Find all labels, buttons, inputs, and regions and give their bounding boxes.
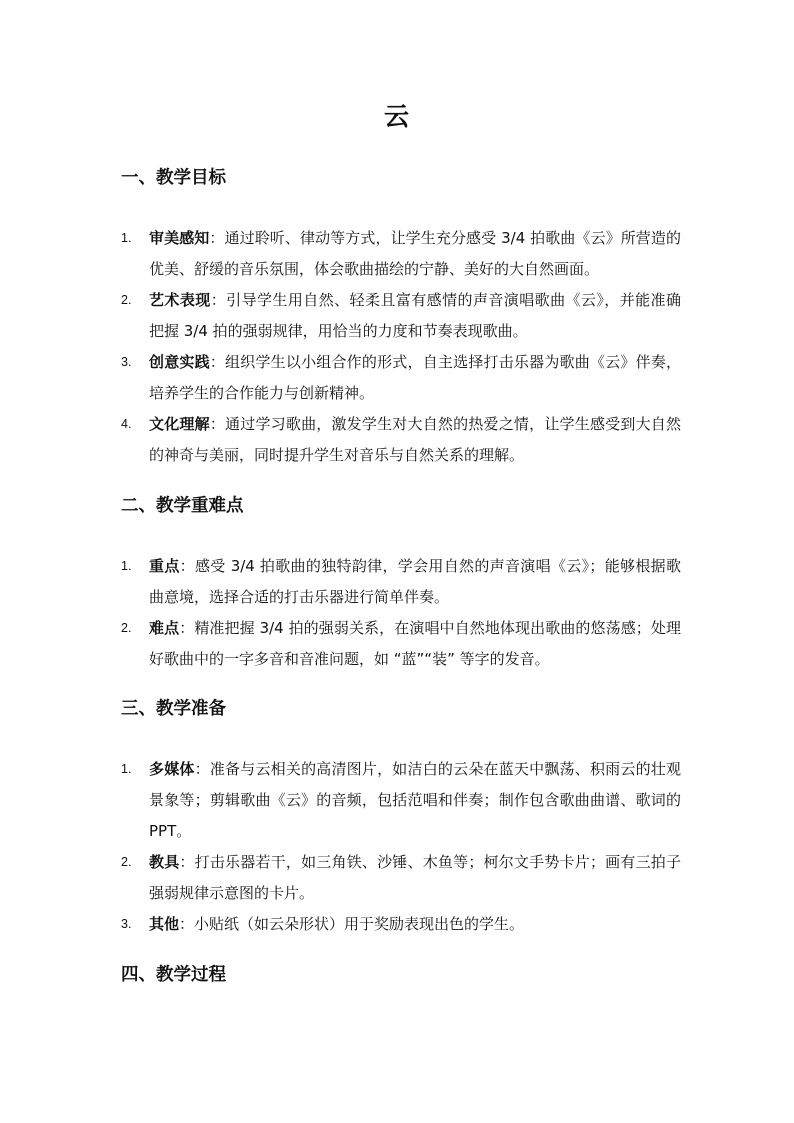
item-separator: ： <box>209 415 226 433</box>
item-body: 小贴纸（如云朵形状）用于奖励表现出色的学生。 <box>194 915 525 933</box>
item-separator: ： <box>210 291 227 309</box>
item-separator: ： <box>179 619 195 637</box>
list-item <box>121 613 681 675</box>
key-points-list <box>121 551 681 675</box>
item-number: 2. <box>121 621 132 635</box>
section-teaching-process <box>121 963 681 987</box>
list-item <box>121 347 681 409</box>
item-number: 4. <box>121 417 132 431</box>
section-heading: 二、教学重难点 <box>121 496 244 516</box>
item-body: 精准把握 3/4 拍的强弱关系，在演唱中自然地体现出歌曲的悠荡感；处理好歌曲中的一字多音和音准问题，如 “蓝”“装” 等字的发音。 <box>149 619 681 668</box>
item-number: 1. <box>121 559 132 573</box>
item-separator: ： <box>179 557 195 575</box>
item-key: 文化理解 <box>149 415 210 433</box>
list-item <box>121 223 681 285</box>
section-teaching-goals <box>121 166 681 471</box>
list-item <box>121 754 681 847</box>
item-text <box>149 409 681 471</box>
item-body: 通过学习歌曲，激发学生对大自然的热爱之情，让学生感受到大自然的神奇与美丽，同时提升学生对音乐与自然关系的理解。 <box>149 415 681 464</box>
document-title: 云 <box>383 102 410 131</box>
item-text <box>149 285 681 347</box>
item-number: 3. <box>121 355 132 369</box>
item-number: 1. <box>121 762 132 776</box>
item-number: 3. <box>121 917 132 931</box>
item-text <box>149 909 681 940</box>
item-separator: ： <box>209 353 226 371</box>
item-key: 教具 <box>149 853 180 871</box>
item-key: 其他 <box>149 915 180 933</box>
item-text <box>149 613 681 675</box>
section-key-difficult-points <box>121 494 681 675</box>
item-text <box>149 754 681 847</box>
item-body: 组织学生以小组合作的形式，自主选择打击乐器为歌曲《云》伴奏，培养学生的合作能力与创新精神。 <box>149 353 681 402</box>
item-separator: ： <box>209 229 225 247</box>
item-body: 感受 3/4 拍歌曲的独特韵律，学会用自然的声音演唱《云》；能够根据歌曲意境，选择合适的打击乐器进行简单伴奏。 <box>149 557 681 606</box>
item-text <box>149 847 681 909</box>
item-number: 1. <box>121 231 132 245</box>
item-key: 艺术表现 <box>149 291 211 309</box>
list-item <box>121 409 681 471</box>
goals-list <box>121 223 681 471</box>
item-number: 2. <box>121 855 132 869</box>
item-body: 准备与云相关的高清图片，如洁白的云朵在蓝天中飘荡、积雨云的壮观景象等；剪辑歌曲《云》的音频，包括范唱和伴奏；制作包含歌曲曲谱、歌词的 PPT。 <box>149 760 681 840</box>
item-body: 打击乐器若干，如三角铁、沙锤、木鱼等；柯尔文手势卡片；画有三拍子强弱规律示意图的卡片。 <box>149 853 681 902</box>
item-separator: ： <box>194 760 210 778</box>
list-item <box>121 551 681 613</box>
item-text <box>149 223 681 285</box>
section-heading: 一、教学目标 <box>121 168 226 188</box>
item-text <box>149 347 681 409</box>
list-item <box>121 847 681 909</box>
list-item <box>121 285 681 347</box>
section-heading: 三、教学准备 <box>121 699 226 719</box>
item-body: 引导学生用自然、轻柔且富有感情的声音演唱歌曲《云》，并能准确把握 3/4 拍的强弱规律，用恰当的力度和节奏表现歌曲。 <box>149 291 681 340</box>
item-text <box>149 551 681 613</box>
item-key: 创意实践 <box>149 353 210 371</box>
item-number: 2. <box>121 293 132 307</box>
item-separator: ： <box>179 853 195 871</box>
section-teaching-preparation <box>121 697 681 940</box>
item-key: 多媒体 <box>149 760 195 778</box>
item-key: 重点 <box>149 557 180 575</box>
preparation-list <box>121 754 681 940</box>
item-key: 难点 <box>149 619 180 637</box>
list-item <box>121 909 681 940</box>
section-heading: 四、教学过程 <box>121 965 226 985</box>
item-body: 通过聆听、律动等方式，让学生充分感受 3/4 拍歌曲《云》所营造的优美、舒缓的音乐氛围，体会歌曲描绘的宁静、美好的大自然画面。 <box>149 229 681 278</box>
item-separator: ： <box>179 915 195 933</box>
item-key: 审美感知 <box>149 229 210 247</box>
